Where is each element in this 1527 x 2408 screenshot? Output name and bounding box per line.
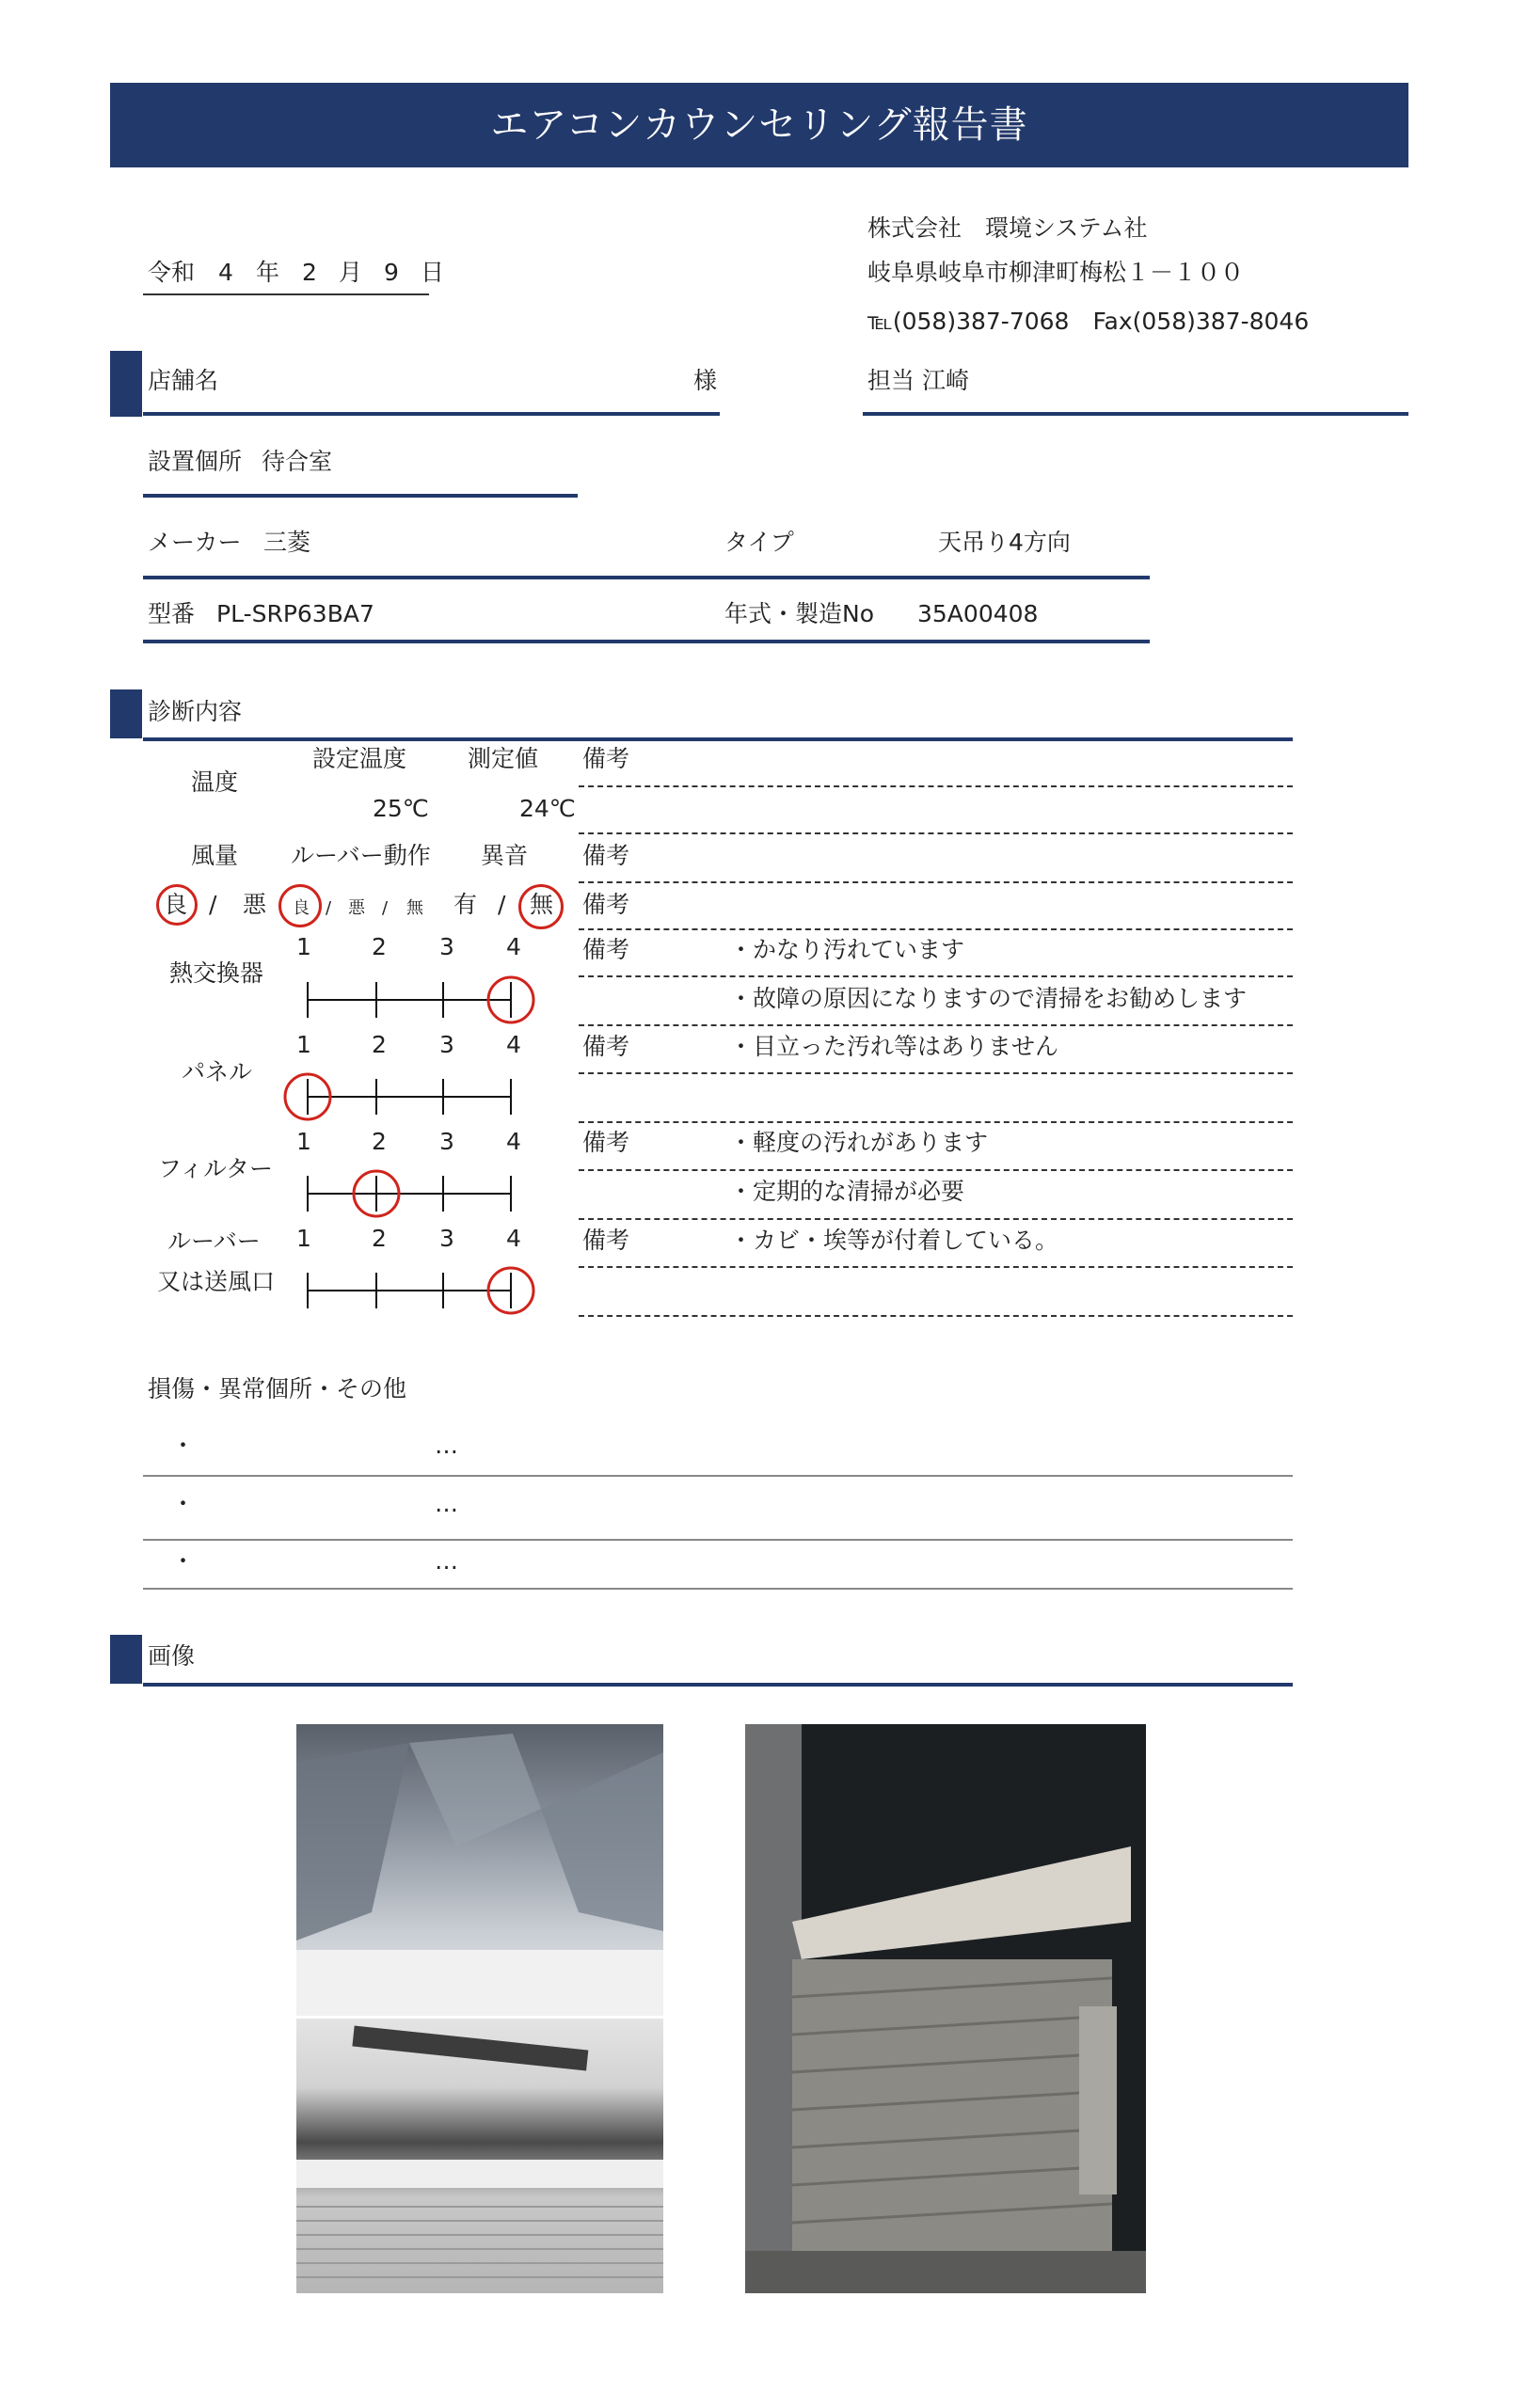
damage-bullet: ・ — [171, 1490, 196, 1517]
scale-tick-label: 4 — [506, 933, 521, 960]
airflow-sep: / — [209, 891, 217, 918]
remarks-label: 備考 — [582, 1033, 630, 1060]
company-name: 株式会社 環境システム社 — [867, 214, 1148, 242]
rating-scale — [308, 1171, 511, 1216]
louver-sep1: / — [326, 898, 332, 918]
date-month: 2 — [302, 259, 317, 286]
scale-tick-label: 4 — [506, 1225, 521, 1252]
rating-scale — [308, 1268, 533, 1313]
damage-heading: 損傷・異常個所・その他 — [148, 1375, 407, 1402]
damage-underline — [143, 1539, 1293, 1541]
scale-tick-label: 3 — [439, 1225, 454, 1252]
item-label: パネル — [182, 1058, 253, 1085]
temperature-label: 温度 — [191, 768, 239, 796]
remarks-label: 備考 — [582, 891, 630, 918]
date-era: 令和 — [148, 259, 196, 286]
scale-tick-label: 1 — [296, 1128, 311, 1155]
louver-bad: 悪 — [348, 898, 365, 918]
scale-tick-label: 2 — [372, 933, 387, 960]
store-label: 店舗名 — [148, 367, 219, 394]
company-address: 岐阜県岐阜市柳津町梅松１－１００ — [867, 259, 1245, 286]
damage-dots: … — [435, 1432, 458, 1459]
remarks-label: 備考 — [582, 842, 630, 869]
scale-tick-label: 2 — [372, 1225, 387, 1252]
remark-line: ・故障の原因になりますので清掃をお勧めします — [729, 985, 1248, 1012]
remarks-label: 備考 — [582, 936, 630, 963]
date-day: 9 — [384, 259, 399, 286]
remarks-label: 備考 — [582, 745, 630, 772]
scale-tick-label: 1 — [296, 1031, 311, 1058]
damage-dots: … — [435, 1490, 458, 1517]
rating-scale — [285, 1074, 511, 1119]
remark-line: ・かなり汚れています — [729, 936, 965, 963]
scale-tick-label: 1 — [296, 933, 311, 960]
item-label-sub: 又は送風口 — [157, 1268, 276, 1295]
scale-tick-label: 2 — [372, 1128, 387, 1155]
scale-tick-label: 2 — [372, 1031, 387, 1058]
item-label: ルーバー — [167, 1228, 261, 1255]
year-no-label: 年式・製造No — [724, 600, 874, 627]
noise-label: 異音 — [481, 842, 529, 869]
remark-line: ・目立った汚れ等はありません — [729, 1033, 1059, 1060]
date-year: 4 — [218, 259, 233, 286]
company-contact: ℡(058)387-7068 Fax(058)387-8046 — [867, 308, 1310, 335]
images-heading: 画像 — [148, 1642, 196, 1670]
item-label: 熱交換器 — [169, 959, 264, 987]
scale-tick-label: 4 — [506, 1031, 521, 1058]
rating-scale — [308, 977, 533, 1022]
louver-sep2: / — [382, 898, 389, 918]
damage-bullet: ・ — [171, 1547, 196, 1575]
damage-underline — [143, 1588, 1293, 1590]
staff-label: 担当 江崎 — [867, 367, 969, 394]
maker-label: メーカー — [148, 529, 242, 556]
louver-good: 良 — [293, 898, 310, 918]
location-value: 待合室 — [262, 448, 333, 475]
remark-line: ・軽度の汚れがあります — [729, 1129, 989, 1156]
date-month-unit: 月 — [339, 259, 363, 286]
airflow-good: 良 — [164, 891, 188, 918]
section-marker — [110, 1635, 142, 1684]
remark-line: ・カビ・埃等が付着している。 — [729, 1227, 1059, 1254]
scale-tick-label: 4 — [506, 1128, 521, 1155]
scale-tick-label: 3 — [439, 1128, 454, 1155]
remark-line: ・定期的な清掃が必要 — [729, 1178, 965, 1205]
maker-value: 三菱 — [263, 529, 311, 556]
noise-sep: / — [498, 891, 506, 918]
louver-none: 無 — [406, 898, 423, 918]
type-value: 天吊り4方向 — [938, 529, 1071, 556]
airflow-bad: 悪 — [243, 891, 267, 918]
airflow-label: 風量 — [191, 842, 239, 869]
damage-dots: … — [435, 1547, 458, 1575]
scale-tick-label: 1 — [296, 1225, 311, 1252]
set-temp-value: 25℃ — [373, 795, 429, 822]
scale-tick-label: 3 — [439, 1031, 454, 1058]
type-label: タイプ — [724, 529, 794, 556]
photo-heat-exchanger — [745, 1724, 1146, 2293]
date-day-unit: 日 — [421, 259, 445, 286]
scale-tick-label: 3 — [439, 933, 454, 960]
model-value: PL-SRP63BA7 — [216, 600, 374, 627]
photo-louver-closeup — [296, 1724, 663, 2016]
diagnosis-heading: 診断内容 — [148, 698, 243, 725]
damage-bullet: ・ — [171, 1432, 196, 1459]
photo-outlet-closeup — [296, 2019, 663, 2293]
remarks-label: 備考 — [582, 1227, 630, 1254]
remarks-label: 備考 — [582, 1129, 630, 1156]
report-title: エアコンカウンセリング報告書 — [110, 83, 1408, 167]
noise-yes: 有 — [453, 891, 478, 918]
model-label: 型番 — [148, 600, 196, 627]
date-year-unit: 年 — [256, 259, 280, 286]
measured-temp-label: 測定値 — [468, 745, 539, 772]
measured-temp-value: 24℃ — [519, 795, 576, 822]
images-underline — [143, 1683, 1293, 1687]
damage-underline — [143, 1475, 1293, 1477]
louver-label: ルーバー動作 — [291, 842, 431, 869]
year-no-value: 35A00408 — [917, 600, 1039, 627]
item-label: フィルター — [158, 1155, 274, 1182]
noise-no: 無 — [530, 891, 554, 918]
location-label: 設置個所 — [148, 448, 243, 475]
store-honorific: 様 — [693, 367, 718, 394]
set-temp-label: 設定温度 — [312, 745, 407, 772]
